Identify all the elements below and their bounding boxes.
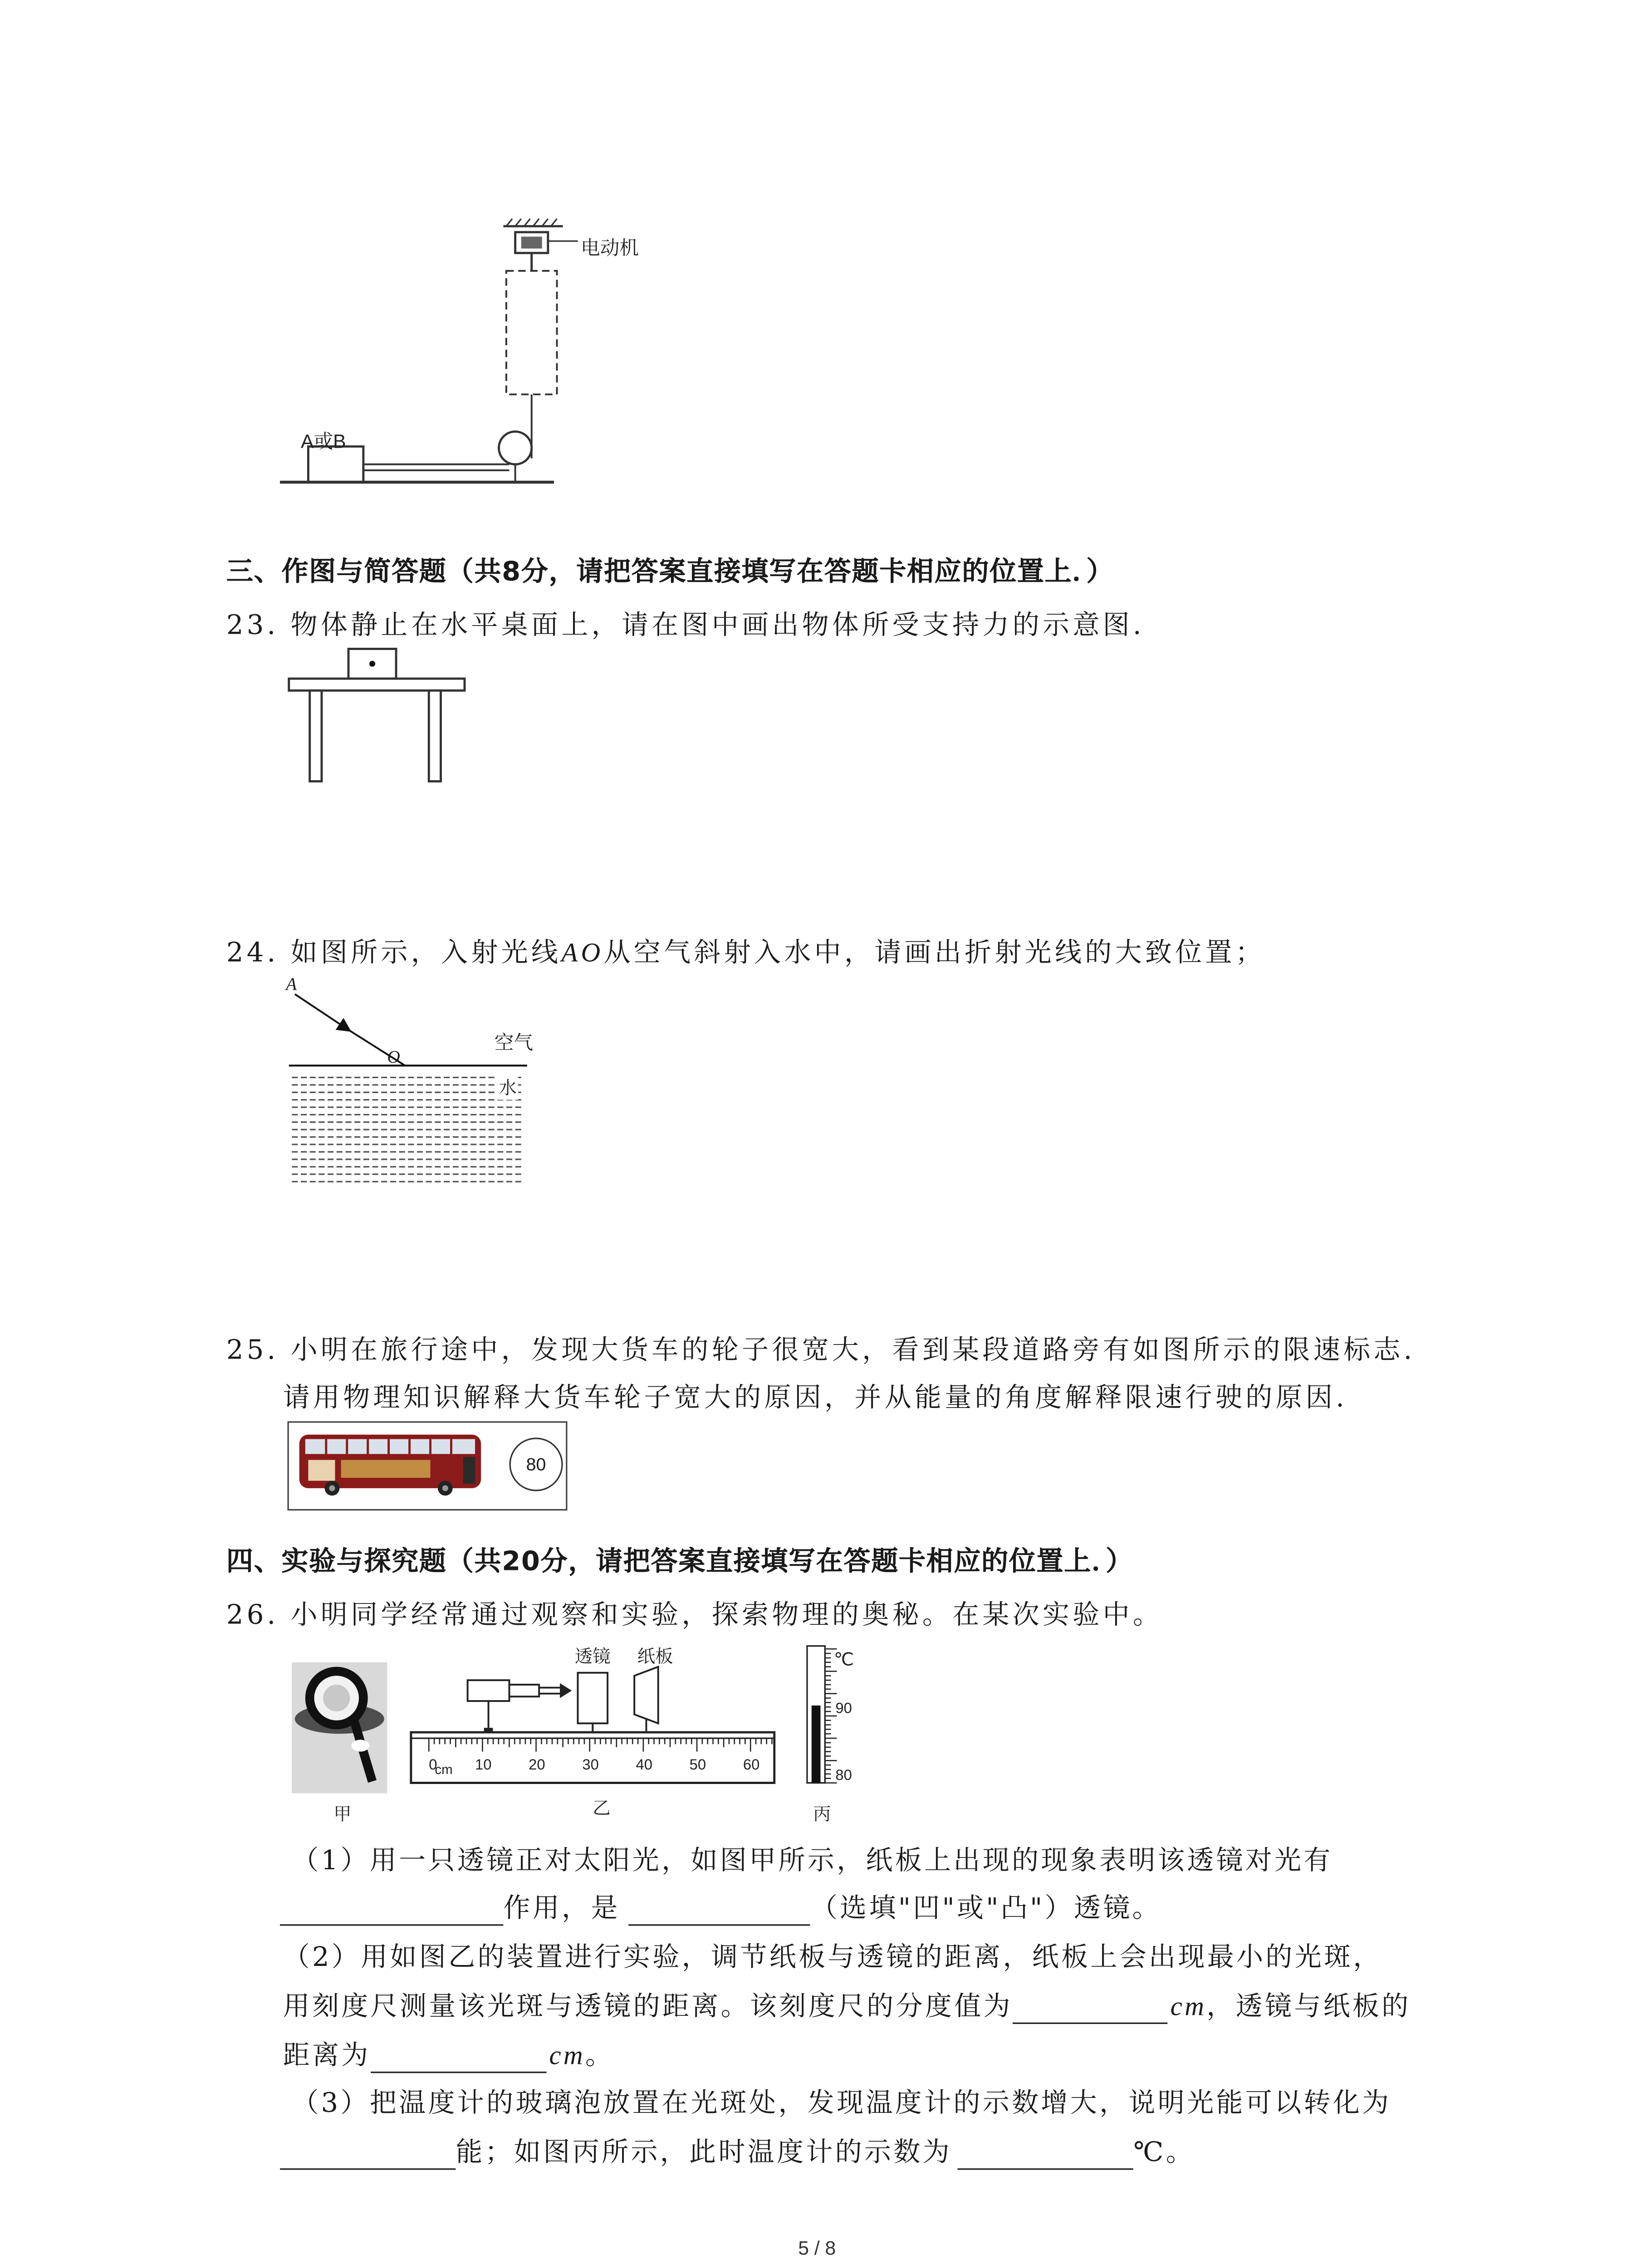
answer-blank-3[interactable]: [1013, 1993, 1167, 2024]
q26-text: 26. 小明同学经常通过观察和实验，探索物理的奥秘。在某次实验中。: [226, 1599, 1163, 1631]
answer-blank-2[interactable]: [629, 1895, 810, 1926]
point-a-label: A: [286, 973, 297, 994]
board-label: 纸板: [637, 1646, 673, 1667]
answer-blank-4[interactable]: [371, 2042, 546, 2073]
speed-limit-sign: [509, 1437, 563, 1491]
page-number: 5 / 8: [798, 2237, 836, 2259]
air-label: 空气: [494, 1031, 534, 1054]
magnifier-icon: [292, 1662, 387, 1794]
section3-heading: 三、作图与简答题（共8分，请把答案直接填写在答题卡相应的位置上．）: [226, 557, 1114, 588]
q25-line1: 25. 小明在旅行途中，发现大货车的轮子很宽大，看到某段道路旁有如图所示的限速标志.: [226, 1334, 1416, 1366]
fig-bing-label: 丙: [813, 1804, 831, 1825]
ruler-tick-label: 60: [743, 1757, 760, 1774]
thermo-tick-90: 90: [835, 1701, 852, 1718]
fig-jia-label: 甲: [333, 1804, 352, 1825]
q25-line2: 请用物理知识解释大货车轮子宽大的原因，并从能量的角度解释限速行驶的原因.: [283, 1382, 1348, 1414]
fig-yi-label: 乙: [593, 1798, 611, 1819]
magnifier-photo: [292, 1662, 387, 1794]
ruler-tick-label: 0: [429, 1757, 437, 1774]
water-label: 水: [497, 1075, 518, 1100]
q26-p1-line2: 作用，是 （选填"凹"或"凸"）透镜。: [280, 1887, 1161, 1926]
q26-p2-line1: （2）用如图乙的装置进行实验，调节纸板与透镜的距离，纸板上会出现最小的光斑，: [283, 1942, 1382, 1974]
box-label: A或B: [301, 430, 346, 453]
q26-p3-line1: （3）把温度计的玻璃泡放置在光斑处，发现温度计的示数增大，说明光能可以转化为: [292, 2088, 1391, 2120]
motor-label: 电动机: [581, 236, 639, 259]
bus-image: [296, 1430, 487, 1499]
section4-heading: 四、实验与探究题（共20分，请把答案直接填写在答题卡相应的位置上．）: [226, 1546, 1133, 1578]
answer-blank-1[interactable]: [280, 1895, 503, 1926]
ruler-unit-label: cm: [435, 1762, 453, 1777]
point-o-label: O: [387, 1046, 400, 1067]
thermo-unit-label: ℃: [834, 1649, 854, 1670]
q23-text: 23. 物体静止在水平桌面上，请在图中画出物体所受支持力的示意图.: [226, 610, 1145, 642]
ruler-tick-label: 20: [529, 1757, 545, 1774]
q26-p2-line2: 用刻度尺测量该光斑与透镜的距离。该刻度尺的分度值为 cm，透镜与纸板的: [283, 1985, 1411, 2024]
q26-p2-line3: 距离为 cm。: [283, 2034, 615, 2073]
thermo-tick-80: 80: [835, 1768, 852, 1784]
table-figure: [283, 646, 477, 787]
answer-blank-6[interactable]: [958, 2139, 1133, 2170]
ruler-tick-label: 30: [582, 1757, 599, 1774]
lens-label: 透镜: [574, 1646, 611, 1667]
bus-sign-figure: [287, 1421, 567, 1510]
q24-text: 24. 如图所示，入射光线AO从空气斜射入水中，请画出折射光线的大致位置；: [226, 937, 1266, 969]
speed-limit-value: 80: [526, 1454, 546, 1475]
ruler-tick-label: 40: [636, 1757, 653, 1774]
water-hatching: [292, 1077, 524, 1182]
q26-p3-line2: 能；如图丙所示，此时温度计的示数为 ℃。: [280, 2131, 1195, 2170]
ruler-tick-label: 10: [475, 1757, 492, 1774]
q26-p1-line1: （1）用一只透镜正对太阳光，如图甲所示，纸板上出现的现象表明该透镜对光有: [292, 1845, 1333, 1877]
ruler-tick-label: 50: [689, 1757, 706, 1774]
answer-blank-5[interactable]: [280, 2139, 456, 2170]
